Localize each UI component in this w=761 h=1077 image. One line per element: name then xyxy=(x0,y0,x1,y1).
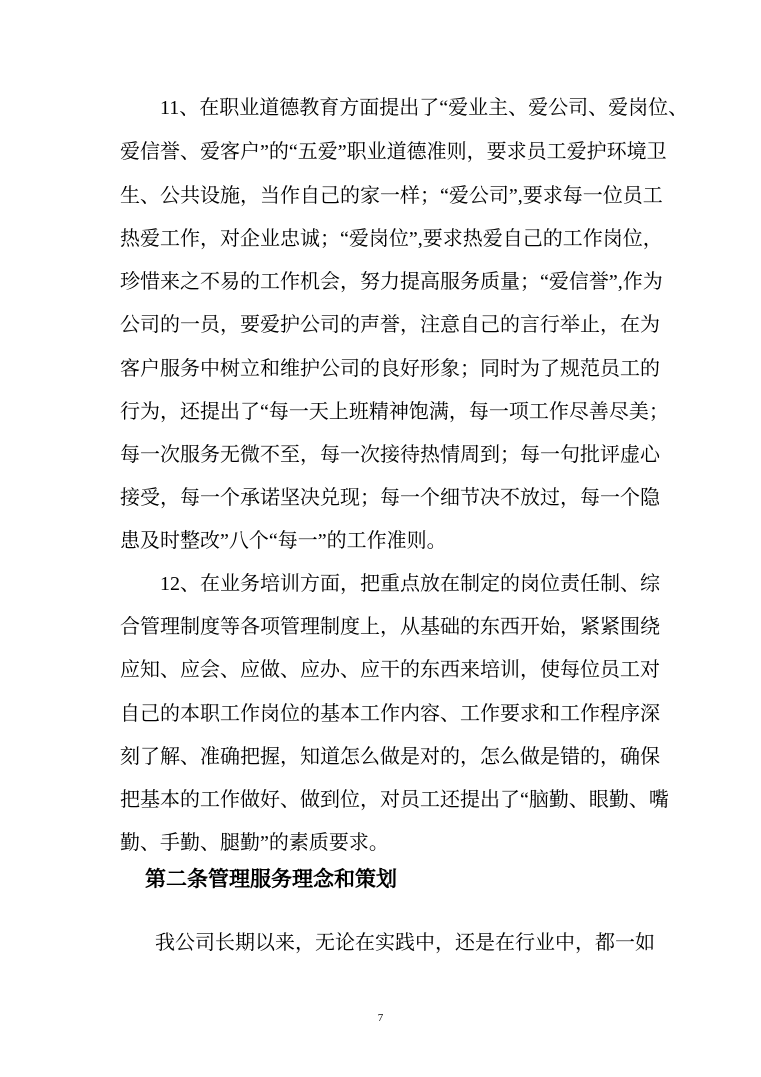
text-line: 合管理制度等各项管理制度上，从基础的东西开始，紧紧围绕 xyxy=(120,616,660,638)
text-line: 珍惜来之不易的工作机会，努力提高服务质量；“爱信誉”,作为 xyxy=(120,271,663,293)
text-line: 行为，还提出了“每一天上班精神饱满，每一项工作尽善尽美； xyxy=(120,401,669,423)
text-line: 把基本的工作做好、做到位，对员工还提出了“脑勤、眼勤、嘴 xyxy=(120,789,669,811)
text-line: 每一次服务无微不至，每一次接待热情周到；每一句批评虚心 xyxy=(120,444,660,466)
text-line: 勤、手勤、腿勤”的素质要求。 xyxy=(120,832,389,854)
text-line: 自己的本职工作岗位的基本工作内容、工作要求和工作程序深 xyxy=(120,703,660,725)
text-line: 接受，每一个承诺坚决兑现；每一个细节决不放过，每一个隐 xyxy=(120,487,660,509)
text-line: 应知、应会、应做、应办、应干的东西来培训，使每位员工对 xyxy=(120,659,660,681)
paragraph-text: 我公司长期以来，无论在实践中，还是在行业中，都一如 xyxy=(155,932,655,954)
section-heading: 第二条管理服务理念和策划 xyxy=(145,867,397,891)
text-line: 12、在业务培训方面，把重点放在制定的岗位责任制、综 xyxy=(160,573,660,595)
text-line: 客户服务中树立和维护公司的良好形象；同时为了规范员工的 xyxy=(120,358,660,380)
text-line: 11、在职业道德教育方面提出了“爱业主、爱公司、爱岗位、 xyxy=(160,97,689,119)
text-line: 生、公共设施，当作自己的家一样；“爱公司”,要求每一位员工 xyxy=(120,185,663,207)
text-line: 爱信誉、爱客户”的“五爱”职业道德准则，要求员工爱护环境卫 xyxy=(120,141,667,163)
text-line: 公司的一员，要爱护公司的声誉，注意自己的言行举止，在为 xyxy=(120,314,660,336)
text-line: 热爱工作，对企业忠诚；“爱岗位”,要求热爱自己的工作岗位， xyxy=(120,228,663,250)
text-line: 患及时整改”八个“每一”的工作准则。 xyxy=(120,530,447,552)
text-line: 刻了解、准确把握，知道怎么做是对的，怎么做是错的，确保 xyxy=(120,746,660,768)
page-number: 7 xyxy=(377,1012,384,1024)
